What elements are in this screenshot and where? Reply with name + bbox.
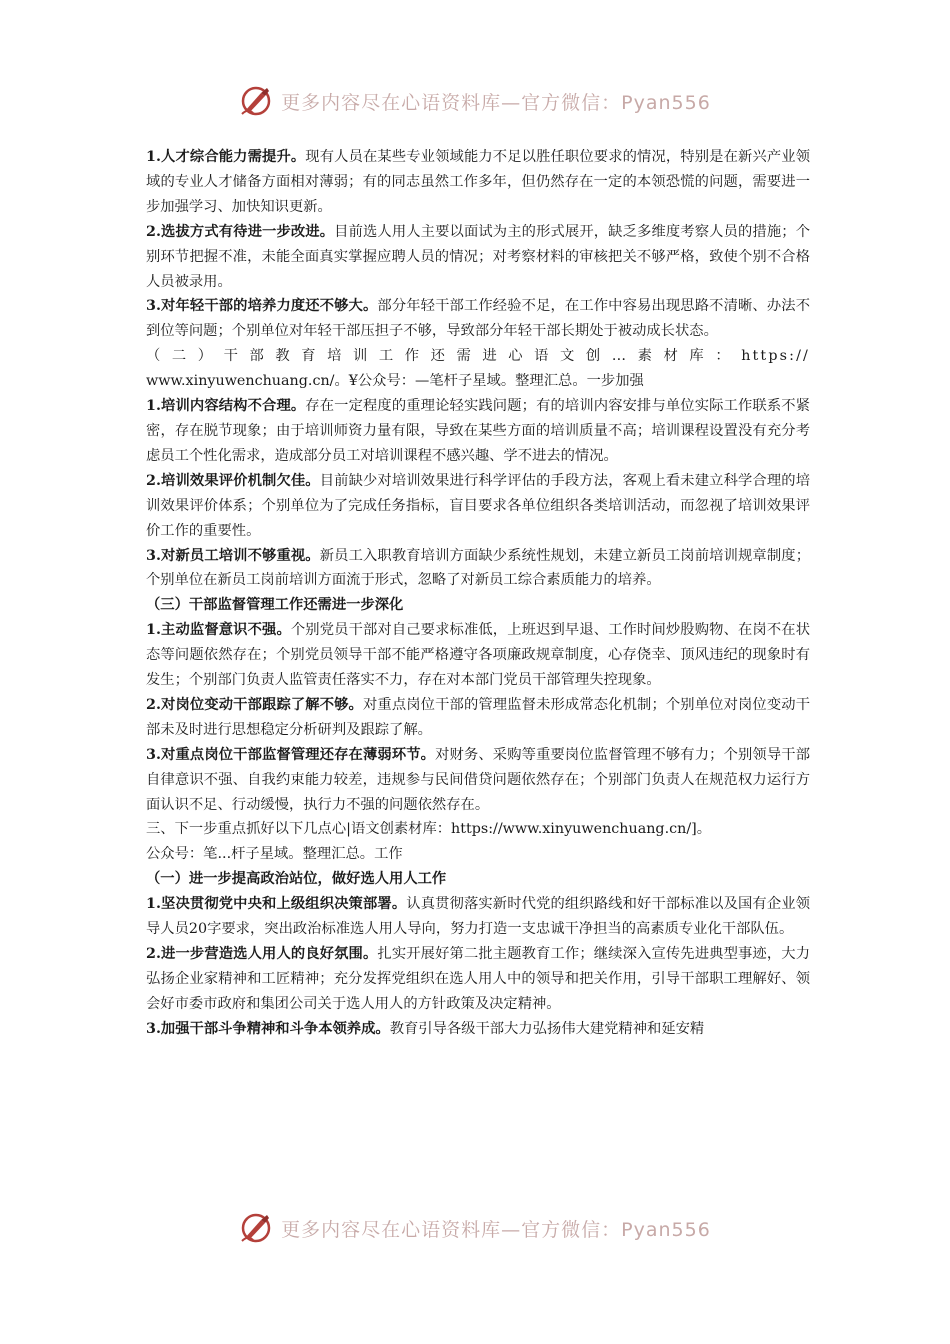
paragraph: 1.人才综合能力需提升。现有人员在某些专业领域能力不足以胜任职位要求的情况，特别是在新兴产业领域的专业人才储备方面相对薄弱；有的同志虽然工作多年，但仍然存在一定的本领恐慌的问题，需要进一步加强学习、加快知识更新。 [146, 149, 810, 215]
header-watermark-banner [0, 84, 950, 124]
chapter-heading-continued: 公众号：笔...杆子星域。整理汇总。工作 [146, 846, 403, 863]
paragraph: 2.培训效果评价机制欠佳。目前缺少对培训效果进行科学评估的手段方法，客观上看未建立科学合理的培训效果评价体系；个别单位为了完成任务指标，盲目要求各单位组织各类培训活动，而忽视了培训效果评价工作的重要性。 [146, 472, 810, 539]
chapter-heading: 三、下一步重点抓好以下几点心|语文创素材库：https://www.xinyuwenchuang.cn/]。 [146, 821, 712, 838]
pen-logo-icon [239, 84, 273, 118]
paragraph: 3.加强干部斗争精神和斗争本领养成。教育引导各级干部大力弘扬伟大建党精神和延安精 [146, 1020, 705, 1037]
watermark-text: 更多内容尽在心语资料库—官方微信：Pyan556 [281, 1218, 711, 1241]
paragraph: 2.选拔方式有待进一步改进。目前选人用人主要以面试为主的形式展开，缺乏多维度考察人员的措施；个别环节把握不准，未能全面真实掌握应聘人员的情况；对考察材料的审核把关不够严格，致使个别不合格人员被录用。 [146, 223, 810, 290]
paragraph: 1.坚决贯彻党中央和上级组织决策部署。认真贯彻落实新时代党的组织路线和好干部标准以及国有企业领导人员20字要求，突出政治标准选人用人导向，努力打造一支忠诚干净担当的高素质专业化干部队伍。 [146, 896, 810, 938]
watermark-text: 更多内容尽在心语资料库—官方微信：Pyan556 [281, 91, 711, 114]
section-heading: （二）干部教育培训工作还需进心语文创…素材库：https:// [146, 348, 810, 365]
section-heading: （一）进一步提高政治站位，做好选人用人工作 [146, 871, 447, 888]
section-heading: （三）干部监督管理工作还需进一步深化 [146, 597, 404, 614]
paragraph: 2.进一步营造选人用人的良好氛围。扎实开展好第二批主题教育工作；继续深入宣传先进典型事迹，大力弘扬企业家精神和工匠精神；充分发挥党组织在选人用人中的领导和把关作用，引导干部职工理解好、领会好市委市政府和集团公司关于选人用人的方针政策及决定精神。 [146, 946, 810, 1012]
paragraph: 3.对年轻干部的培养力度还不够大。部分年轻干部工作经验不足，在工作中容易出现思路不清晰、办法不到位等问题；个别单位对年轻干部压担子不够，导致部分年轻干部长期处于被动成长状态。 [146, 298, 810, 340]
section-heading-continued: www.xinyuwenchuang.cn/。¥公众号：—笔杆子星域。整理汇总。一步加强 [146, 373, 644, 390]
paragraph: 2.对岗位变动干部跟踪了解不够。对重点岗位干部的管理监督未形成常态化机制；个别单位对岗位变动干部未及时进行思想稳定分析研判及跟踪了解。 [146, 696, 810, 738]
paragraph: 1.培训内容结构不合理。存在一定程度的重理论轻实践问题；有的培训内容安排与单位实际工作联系不紧密，存在脱节现象；由于培训师资力量有限，导致在某些方面的培训质量不高；培训课程设置没有充分考虑员工个性化需求，造成部分员工对培训课程不感兴趣、学不进去的情况。 [146, 398, 810, 464]
pen-logo-icon [239, 1211, 273, 1245]
paragraph: 3.对新员工培训不够重视。新员工入职教育培训方面缺少系统性规划，未建立新员工岗前培训规章制度；个别单位在新员工岗前培训方面流于形式，忽略了对新员工综合素质能力的培养。 [146, 547, 810, 589]
paragraph: 1.主动监督意识不强。个别党员干部对自己要求标准低，上班迟到早退、工作时间炒股购物、在岗不在状态等问题依然存在；个别党员领导干部不能严格遵守各项廉政规章制度，心存侥幸、顶风违纪的现象时有发生；个别部门负责人监管责任落实不力，存在对本部门党员干部管理失控现象。 [146, 622, 810, 689]
footer-watermark-banner [0, 1211, 950, 1251]
paragraph: 3.对重点岗位干部监督管理还存在薄弱环节。对财务、采购等重要岗位监督管理不够有力；个别领导干部自律意识不强、自我约束能力较差，违规参与民间借贷问题依然存在；个别部门负责人在规范权力运行方面认识不足、行动缓慢，执行力不强的问题依然存在。 [146, 746, 810, 813]
document-body [146, 145, 810, 1042]
